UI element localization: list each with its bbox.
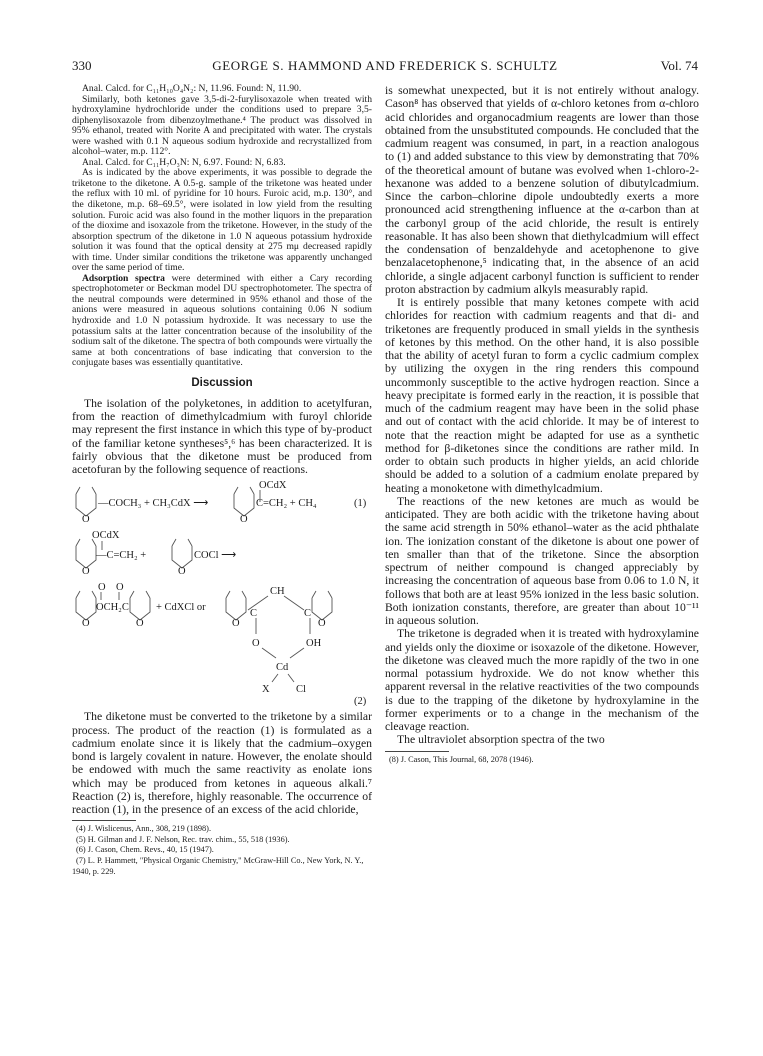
discussion-body-2 xyxy=(72,710,372,816)
rxn3-left: OCH₂C xyxy=(96,602,129,614)
reaction-scheme-drawing xyxy=(72,478,372,706)
rxn3-o-1: O xyxy=(98,582,106,594)
rxn1-right: C=CH₂ + CH₄ xyxy=(256,498,317,510)
rxn1-left: —COCH₃ + CH₃CdX ⟶ xyxy=(98,498,209,510)
experimental-section xyxy=(72,84,372,369)
adsorption-lead: Adsorption spectra xyxy=(82,272,165,284)
ring-oxygen-4: O xyxy=(178,566,186,578)
running-title: GEORGE S. HAMMOND AND FREDERICK S. SCHULTZ xyxy=(212,58,558,73)
left-column xyxy=(72,84,372,877)
analysis-1: Anal. Calcd. for C₁₁H₁₀O₄N₂: N, 11.96. Found: N, 11.90. xyxy=(82,83,302,94)
discussion-heading: Discussion xyxy=(191,376,253,389)
rxn1-ocdx: OCdX xyxy=(259,480,287,492)
rxn2-left: —C=CH₂ + xyxy=(96,550,147,562)
rxn2-number: (2) xyxy=(354,696,367,707)
furan-ring-1 xyxy=(76,487,96,516)
isolation-paragraph: The isolation of the polyketones, in addition to acetylfuran, from the reaction of dimethylcadmium with furoyl chloride may represent the first instance in which this type of by-product of the familiar ketone syntheses⁵,⁶ has been characterized. It is fairly obvious that the diketone must be produced from acetofuran by the following sequence of reactions. xyxy=(72,396,372,477)
page-number: 330 xyxy=(72,58,92,73)
ring-oxygen-6: O xyxy=(136,618,144,630)
chelate-o: O xyxy=(252,638,260,650)
chelate-ch: CH xyxy=(270,586,285,598)
rxn2-ocdx: OCdX xyxy=(92,530,120,542)
rxn1-number: (1) xyxy=(354,498,367,510)
ring-oxygen-2: O xyxy=(240,514,248,526)
analysis-2: Anal. Calcd. for C₁₁H₇O₃N: N, 6.97. Found: N, 6.83. xyxy=(82,156,286,168)
continued-paragraph: is somewhat unexpected, but it is not entirely without analogy. Cason⁸ has observed that yields of α-chloro ketones from α-chloro acid chlorides and organocadmium reagents are lower than those obtained from the unsubstituted compounds. He concluded that the cadmium reagent was consumed, in part, in a reaction analogous to (1) and added substance to this view by demonstrating that 70% of the theoretical amount of butane was evolved when 1-chloro-2-hexanone was added to a benzene solution of dibutylcadmium. Since the carbon–chlorine dipole undoubtedly exerts a more pronounced acid strengthening influence at the α-carbon than at the carbonyl group of the acid chloride, the result is entirely reasonable. It has also been shown that diethylcadmium will effect the condensation of benzaldehyde and acetophenone to give benzalacetophenone,⁵ indicating that, in the absence of an acid chloride, a single adjacent carbonyl function is sufficient to render proton abstraction by cadmium alkyls measurably rapid. xyxy=(385,84,699,296)
degraded-paragraph: The triketone is degraded when it is treated with hydroxylamine and yields only the dioxime or isoxazole of the diketone. However, the diketone was cleaved much the more rapidly of the two in one normal potassium hydroxide. We do not know whether this apparent reversal in the relative reactivities of the two compounds is due to the trapping of the diketone by hydroxylamine in the former experiments or to a change in the mechanism of the cleavage reaction. xyxy=(385,627,699,733)
footnote-separator xyxy=(72,820,136,821)
footnotes-left xyxy=(72,824,372,877)
rxn2-cocl: COCl ⟶ xyxy=(194,550,237,562)
rxn3-o-2: O xyxy=(116,582,124,594)
right-column xyxy=(385,84,699,765)
chelate-x: X xyxy=(262,684,270,696)
chelate-c1: C xyxy=(250,608,258,620)
footnotes-right xyxy=(385,755,699,766)
ring-oxygen-3: O xyxy=(82,566,90,578)
footnote-4: (4) J. Wislicenus, Ann., 308, 219 (1898). xyxy=(76,824,212,834)
footnote-8: (8) J. Cason, This Journal, 68, 2078 (1946). xyxy=(389,754,534,764)
rxn3-mid: + CdXCl or xyxy=(156,602,206,614)
page-header xyxy=(72,58,698,76)
reactions-paragraph: The reactions of the new ketones are much as would be anticipated. They are both acidic with the triketone having about the same acid strength in 50% ethanol–water as the acid phthalate ion. The ionization constant of the diketone is about one power of ten smaller than that of the triketone. Since the absorption spectrum of neither compound is changed appreciably by increasing the concentration of aqueous base from 0.06 to 1.0 N, it follows that both are at least 95% ionized in the less basic solution. Both ionization constants, therefore, are greater than about 10⁻¹¹ in aqueous solution. xyxy=(385,494,699,627)
volume-label: Vol. 74 xyxy=(660,58,698,73)
footnote-7: (7) L. P. Hammett, "Physical Organic Chemistry," McGraw-Hill Co., New York, N. Y., 1940, p. 229. xyxy=(72,856,364,876)
furan-ring-4 xyxy=(172,539,192,568)
footnote-6: (6) J. Cason, Chem. Revs., 40, 15 (1947). xyxy=(76,845,214,855)
possibility-paragraph: It is entirely possible that many ketones compete with acid chlorides for reaction with cadmium reagents and that di- and triketones are frequently produced in small yields in the synthesis of ketones by this method. On the other hand, it is also possible that the ability of acetyl furan to form a cyclic cadmium complex by utilizing the oxygen in the ring renders this compound uncommonly susceptible to the active hydrogen reaction. Since a heavy precipitate is formed early in the reaction, it is possible that much of the cadmium reagent may have been in the solid phase and out of contact with the acid chloride. It may be of interest to note that the reaction might be adapted for use as a synthetic method for β-diketones since the conditions are rather mild. In order to obtain such products in higher yields, an acid chloride should be added to a solution of a cadmium enolate prepared by heating a monoketone with dimethylcadmium. xyxy=(385,296,699,495)
diketone-paragraph: The diketone must be converted to the triketone by a similar process. The product of the reaction (1) is formulated as a cadmium enolate since it is likely that the cadmium–oxygen bond is largely covalent in nature. However, the enolate should be endowed with much the same reactivity as enolate ions which may be produced from ketones in aqueous alkali.⁷ Reaction (2) is, therefore, highly reasonable. The occurrence of reaction (1), in the presence of an excess of the acid chloride, xyxy=(72,710,372,817)
chelate-cd: Cd xyxy=(276,662,289,674)
isoxazole-paragraph: Similarly, both ketones gave 3,5-di-2-furylisoxazole when treated with hydroxylamine hydrochloride under the conditions used to prepare 3,5-diphenylisoxazole from dibenzoylmethane.⁴ The product was dissolved in 95% ethanol, treated with Norite A and precipitated with water. The crystals were washed with 0.1 N aqueous sodium hydroxide and recrystallized from alcohol–water, m.p. 112°. xyxy=(72,93,372,158)
chelate-oh: OH xyxy=(306,638,322,650)
footnote-5: (5) H. Gilman and J. F. Nelson, Rec. trav. chim., 55, 518 (1936). xyxy=(76,834,290,844)
reaction-scheme xyxy=(72,478,372,706)
adsorption-paragraph xyxy=(72,274,372,369)
ring-oxygen-5: O xyxy=(82,618,90,630)
ring-oxygen-1: O xyxy=(82,514,90,526)
discussion-body xyxy=(72,397,372,477)
ring-oxygen-8: O xyxy=(318,618,326,630)
chelate-cl: Cl xyxy=(296,684,306,696)
degradation-paragraph: As is indicated by the above experiments, it was possible to degrade the triketone to the diketone. A 0.5-g. sample of the triketone was heated under the reflux with 10 ml. of pyridine for 10 hours. Furoic acid, m.p. 130°, and the diketone, m.p. 68–69.5°, were isolated in low yield from the resulting solution. Furoic acid was also found in the mother liquors in the preparation of the dioxime and isoxazole from the triketone. However, in the study of the absorption spectrum of the diketone in 1.0 N aqueous potassium hydroxide solution it was found that the optical density at 275 mμ decreased rapidly with time. Under similar conditions the triketone was apparently unchanged over the same period of time. xyxy=(72,167,372,274)
footnote-separator-right xyxy=(385,751,449,752)
chelate-c2: C xyxy=(304,608,312,620)
uv-paragraph: The ultraviolet absorption spectra of the two xyxy=(397,733,605,747)
adsorption-text: were determined with either a Cary recording spectrophotometer or Beckman model DU spectrophotometer. The spectra of the neutral compounds were determined in 95% ethanol and those of the anions were measured in aqueous solutions containing 0.06 N sodium hydroxide and 1.0 N potassium hydroxide. It was necessary to use the potassium salts at the latter concentration because of the insolubility of the sodium salt of the diketone. The spectra of both compounds were virtually the same at both concentrations of base indicating that conversion to the conjugate bases was essentially quantitative. xyxy=(72,272,372,369)
ring-oxygen-7: O xyxy=(232,618,240,630)
right-body xyxy=(385,84,699,747)
